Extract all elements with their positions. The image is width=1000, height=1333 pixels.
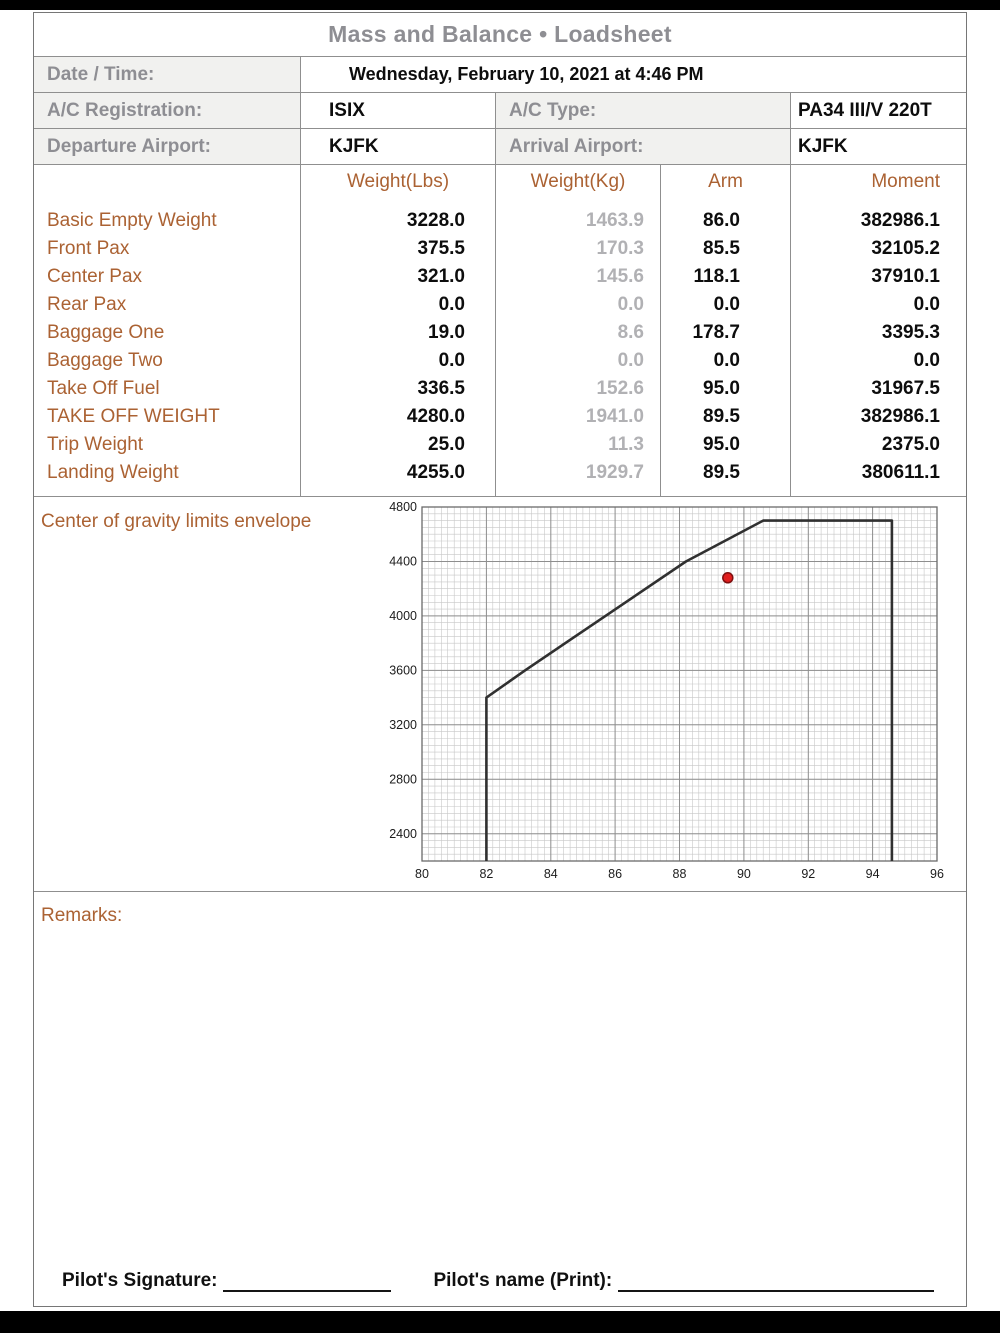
col-header-arm: Arm bbox=[708, 171, 743, 192]
y-tick-label: 3600 bbox=[389, 663, 417, 678]
moment-value: 32105.2 bbox=[871, 238, 940, 259]
weight-lbs-value: 19.0 bbox=[428, 322, 465, 343]
loadsheet-document bbox=[33, 12, 967, 1307]
arm-value: 89.5 bbox=[703, 406, 740, 427]
weight-lbs-column bbox=[301, 165, 496, 496]
row-label: Rear Pax bbox=[47, 294, 127, 315]
x-tick-label: 80 bbox=[415, 867, 429, 881]
weight-kg-value: 145.6 bbox=[596, 266, 644, 287]
weight-lbs-value: 3228.0 bbox=[406, 210, 465, 231]
weight-lbs-value: 336.5 bbox=[417, 378, 465, 399]
row-label: Baggage One bbox=[47, 322, 165, 343]
departure-airport-value: KJFK bbox=[301, 129, 496, 164]
arm-value: 89.5 bbox=[703, 462, 740, 483]
x-tick-label: 82 bbox=[479, 867, 494, 881]
moment-column bbox=[791, 165, 966, 496]
moment-value: 37910.1 bbox=[871, 266, 940, 287]
y-tick-label: 4400 bbox=[389, 554, 417, 569]
takeoff-cg-point bbox=[723, 573, 733, 583]
row-label: TAKE OFF WEIGHT bbox=[47, 406, 220, 427]
title-row bbox=[34, 13, 966, 57]
pilot-signature-line bbox=[223, 1286, 391, 1292]
weight-kg-column bbox=[496, 165, 661, 496]
moment-value: 0.0 bbox=[913, 294, 940, 315]
moment-value: 0.0 bbox=[913, 350, 940, 371]
date-time-label: Date / Time: bbox=[34, 57, 301, 92]
col-header-weight-kg: Weight(Kg) bbox=[530, 171, 626, 192]
row-label: Landing Weight bbox=[47, 462, 179, 483]
row-label: Basic Empty Weight bbox=[47, 210, 217, 231]
page-title: Mass and Balance • Loadsheet bbox=[328, 21, 672, 47]
moment-value: 31967.5 bbox=[871, 378, 940, 399]
moment-value: 382986.1 bbox=[860, 210, 940, 231]
weight-lbs-value: 4255.0 bbox=[406, 462, 465, 483]
weight-kg-value: 1463.9 bbox=[585, 210, 644, 231]
moment-value: 382986.1 bbox=[860, 406, 940, 427]
y-tick-label: 2400 bbox=[389, 826, 417, 841]
weight-lbs-value: 0.0 bbox=[438, 350, 465, 371]
moment-value: 3395.3 bbox=[881, 322, 940, 343]
arm-column bbox=[661, 165, 791, 496]
date-time-row bbox=[34, 57, 966, 93]
arm-value: 85.5 bbox=[703, 238, 740, 259]
arm-value: 95.0 bbox=[703, 378, 740, 399]
arm-value: 178.7 bbox=[692, 322, 740, 343]
moment-value: 2375.0 bbox=[881, 434, 940, 455]
remarks-section bbox=[34, 892, 966, 1306]
arm-value: 0.0 bbox=[713, 294, 740, 315]
weights-table bbox=[34, 165, 966, 497]
col-header-moment: Moment bbox=[871, 171, 940, 192]
arm-value: 118.1 bbox=[693, 266, 740, 287]
arrival-airport-value: KJFK bbox=[798, 135, 848, 157]
weight-kg-value: 11.3 bbox=[608, 434, 644, 455]
departure-airport-label: Departure Airport: bbox=[34, 129, 301, 164]
weight-kg-value: 0.0 bbox=[617, 294, 644, 315]
registration-type-row bbox=[34, 93, 966, 129]
weight-kg-value: 8.6 bbox=[617, 322, 644, 343]
empty-header-cell bbox=[34, 165, 300, 199]
x-tick-label: 90 bbox=[736, 867, 751, 881]
y-tick-label: 4800 bbox=[389, 501, 417, 514]
moment-value: 380611.1 bbox=[861, 462, 940, 483]
weight-lbs-value: 375.5 bbox=[417, 238, 465, 259]
y-tick-label: 3200 bbox=[389, 717, 417, 732]
row-label: Baggage Two bbox=[47, 350, 163, 371]
weight-lbs-value: 321.0 bbox=[417, 266, 465, 287]
top-letterbox-bar bbox=[0, 0, 1000, 10]
chart-title: Center of gravity limits envelope bbox=[41, 511, 312, 532]
arm-value: 86.0 bbox=[703, 210, 740, 231]
bottom-letterbox-bar bbox=[0, 1311, 1000, 1333]
cg-envelope-section bbox=[34, 497, 966, 892]
date-time-value: Wednesday, February 10, 2021 at 4:46 PM bbox=[349, 64, 704, 84]
registration-value: ISIX bbox=[301, 93, 496, 128]
cg-envelope-chart bbox=[374, 501, 944, 889]
x-tick-label: 96 bbox=[930, 867, 944, 881]
x-tick-label: 94 bbox=[865, 867, 880, 881]
signature-row bbox=[34, 1270, 966, 1306]
x-tick-label: 88 bbox=[672, 867, 687, 881]
row-label: Take Off Fuel bbox=[47, 378, 160, 399]
weight-kg-value: 170.3 bbox=[596, 238, 644, 259]
weight-lbs-value: 4280.0 bbox=[406, 406, 465, 427]
y-tick-label: 4000 bbox=[389, 608, 417, 623]
weight-kg-value: 1929.7 bbox=[585, 462, 644, 483]
row-label: Trip Weight bbox=[47, 434, 144, 455]
pilot-name-label: Pilot's name (Print): bbox=[433, 1270, 613, 1291]
pilot-name-line bbox=[618, 1286, 934, 1292]
weight-kg-value: 152.6 bbox=[596, 378, 644, 399]
airports-row bbox=[34, 129, 966, 165]
col-header-weight-lbs: Weight(Lbs) bbox=[346, 171, 450, 192]
row-label: Center Pax bbox=[47, 266, 143, 287]
labels-column bbox=[34, 165, 301, 496]
weight-kg-value: 0.0 bbox=[617, 350, 644, 371]
arm-value: 0.0 bbox=[713, 350, 740, 371]
x-tick-label: 92 bbox=[801, 867, 816, 881]
registration-label: A/C Registration: bbox=[34, 93, 301, 128]
x-tick-label: 86 bbox=[608, 867, 623, 881]
aircraft-type-value: PA34 III/V 220T bbox=[798, 99, 932, 121]
weight-lbs-value: 0.0 bbox=[438, 294, 465, 315]
aircraft-type-label: A/C Type: bbox=[496, 93, 791, 128]
y-tick-label: 2800 bbox=[389, 772, 417, 787]
remarks-label: Remarks: bbox=[41, 905, 123, 926]
arrival-airport-label: Arrival Airport: bbox=[496, 129, 791, 164]
x-tick-label: 84 bbox=[543, 867, 558, 881]
row-label: Front Pax bbox=[47, 238, 130, 259]
arm-value: 95.0 bbox=[703, 434, 740, 455]
loadsheet-page bbox=[0, 10, 1000, 1311]
weight-lbs-value: 25.0 bbox=[428, 434, 465, 455]
pilot-signature-label: Pilot's Signature: bbox=[62, 1270, 218, 1291]
weight-kg-value: 1941.0 bbox=[585, 406, 644, 427]
